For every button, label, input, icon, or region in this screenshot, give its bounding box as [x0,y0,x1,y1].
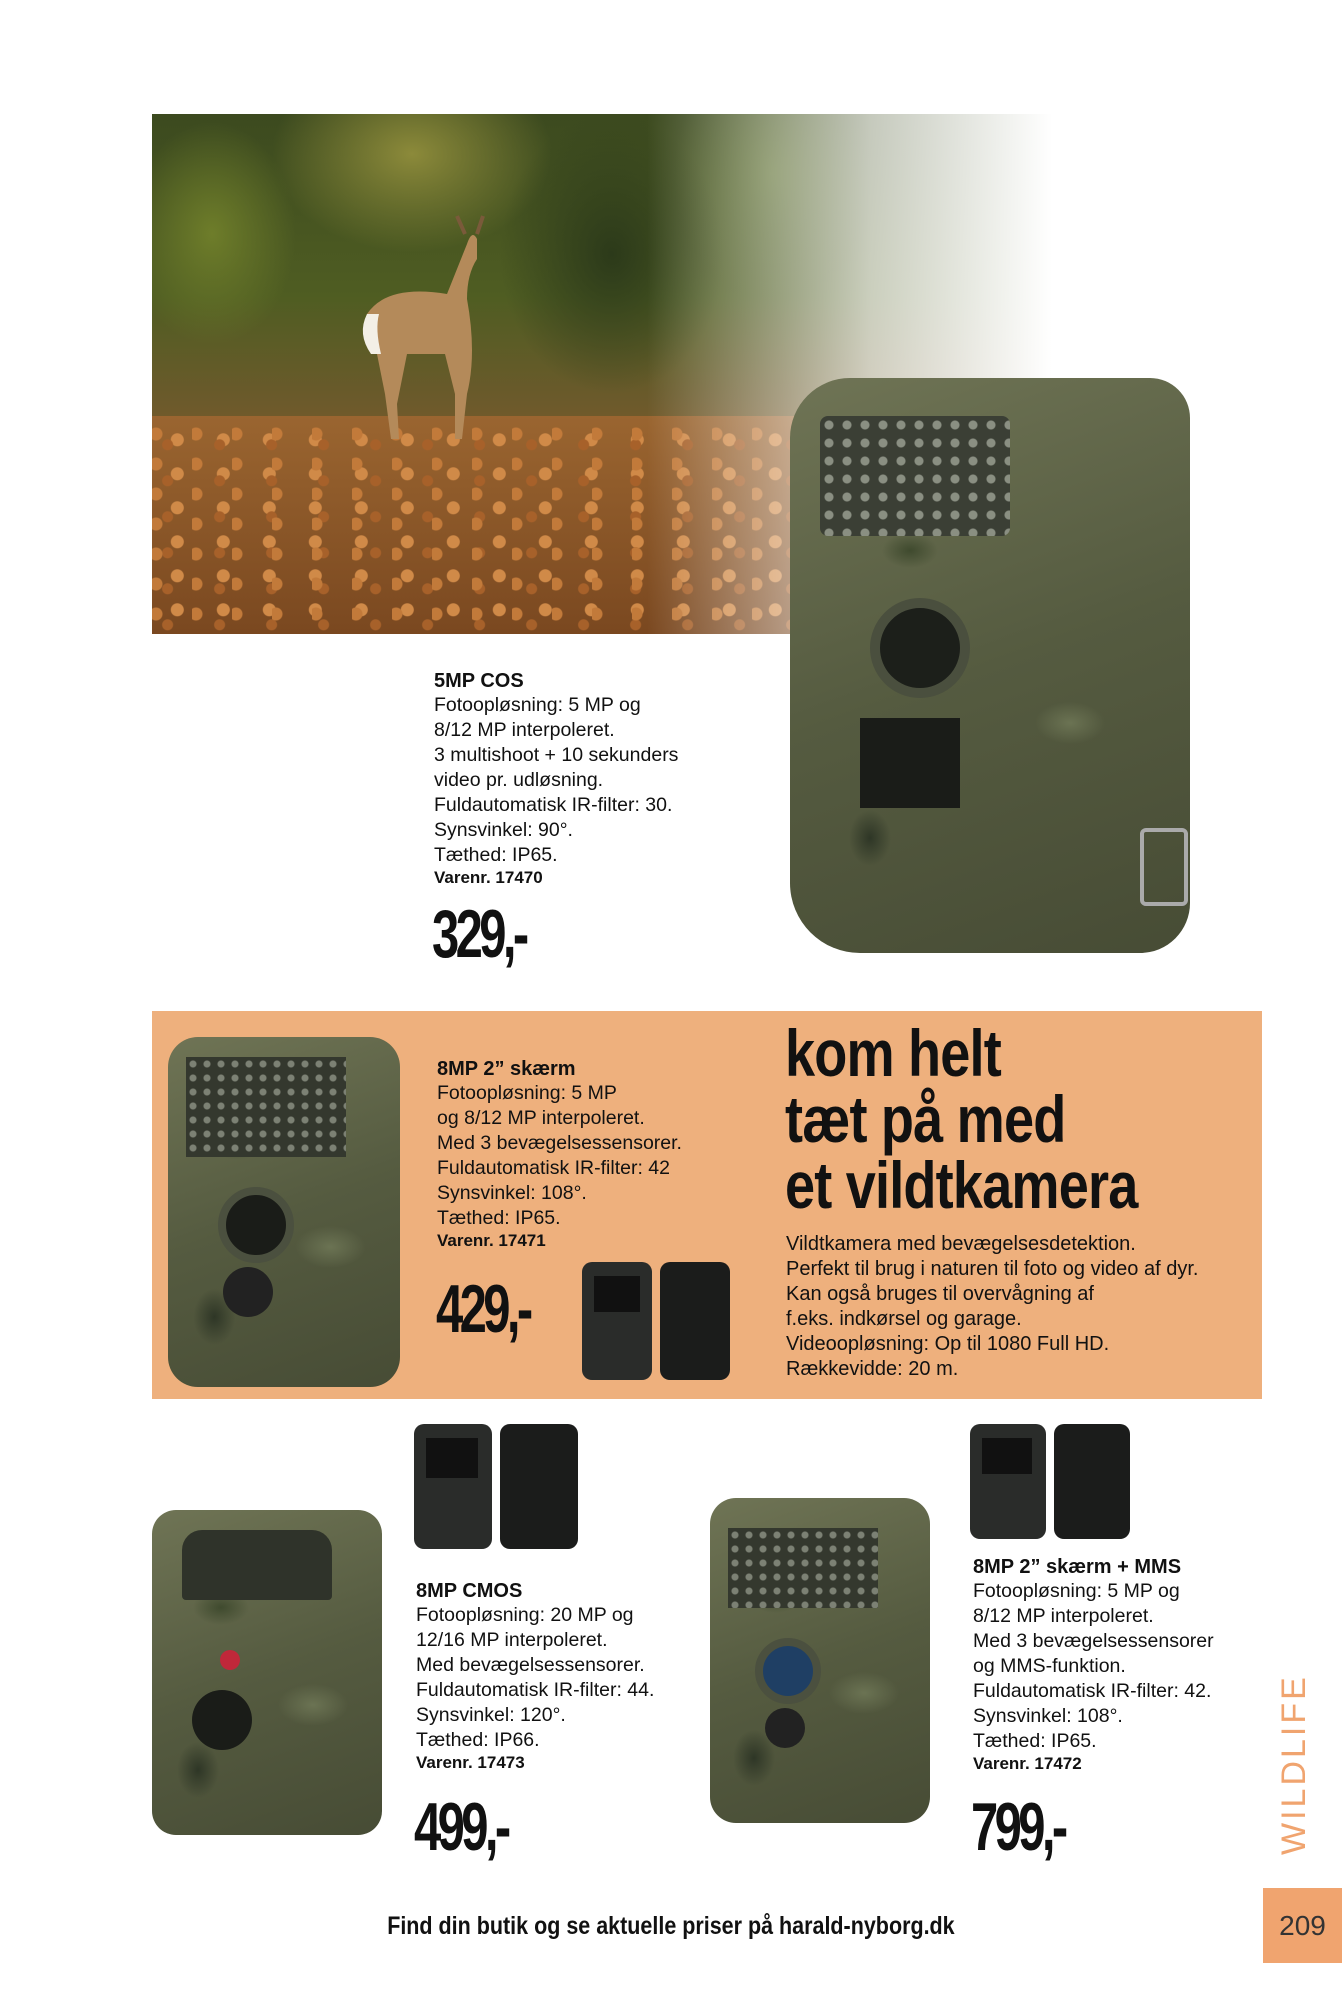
spec-line: Tæthed: IP65. [434,844,558,866]
product-17472-info [973,1556,1263,1774]
product-title: 8MP 2” skærm [437,1058,576,1080]
headline-line: kom helt [785,1016,1001,1090]
promo-text-line: Perfekt til brug i naturen til foto og video af dyr. [786,1258,1199,1280]
deer-illustration [327,204,497,444]
spec-line: Fuldautomatisk IR-filter: 42. [973,1680,1212,1702]
trail-camera-17471-image [168,1037,400,1387]
price-17470: 329,- [432,896,526,972]
spec-line: Synsvinkel: 90°. [434,819,573,841]
spec-line: Tæthed: IP65. [437,1207,561,1229]
ir-led-panel [820,416,1010,536]
spec-line: og 8/12 MP interpoleret. [437,1107,645,1129]
spec-line: Fotoopløsning: 20 MP og [416,1604,634,1626]
spec-line: Med 3 bevægelsessensorer. [437,1132,682,1154]
section-label: WILDLIFE [1275,1674,1313,1855]
headline-line: et vildtkamera [785,1148,1138,1222]
promo-text-line: Rækkevidde: 20 m. [786,1358,959,1380]
product-title: 5MP COS [434,670,524,692]
spec-line: 3 multishoot + 10 sekunders [434,744,679,766]
spec-line: Fotoopløsning: 5 MP og [973,1580,1180,1602]
promo-description [786,1232,1256,1382]
spec-line: 8/12 MP interpoleret. [973,1605,1154,1627]
promo-text-line: Vildtkamera med bevægelsesdetektion. [786,1233,1136,1255]
item-number: Varenr. 17472 [973,1754,1082,1773]
spec-line: Fuldautomatisk IR-filter: 44. [416,1679,655,1701]
spec-line: Fotoopløsning: 5 MP og [434,694,641,716]
spec-line: Fotoopløsning: 5 MP [437,1082,617,1104]
trail-camera-17470-image [790,378,1190,953]
trail-camera-17473-image [152,1510,382,1835]
price-17472: 799,- [971,1789,1065,1865]
open-camera-screen-image [582,1262,732,1380]
promo-text-line: f.eks. indkørsel og garage. [786,1308,1022,1330]
camera-lens-icon [755,1638,821,1704]
open-camera-screen-image [970,1424,1130,1539]
spec-line: Tæthed: IP66. [416,1729,540,1751]
headline-line: tæt på med [785,1082,1066,1156]
spec-line: Synsvinkel: 120°. [416,1704,566,1726]
promo-text-line: Videoopløsning: Op til 1080 Full HD. [786,1333,1110,1355]
footer-link-text[interactable]: Find din butik og se aktuelle priser på harald-nyborg.dk [387,1912,955,1940]
spec-line: 8/12 MP interpoleret. [434,719,615,741]
spec-line: Synsvinkel: 108°. [437,1182,587,1204]
trail-camera-17472-image [710,1498,930,1823]
product-17470-info [434,670,774,888]
spec-line: 12/16 MP interpoleret. [416,1629,608,1651]
spec-line: video pr. udløsning. [434,769,604,791]
product-title: 8MP CMOS [416,1580,523,1602]
product-17473-info [416,1580,736,1773]
item-number: Varenr. 17470 [434,868,543,887]
open-camera-screen-image [414,1424,579,1549]
pir-sensor-window [223,1267,273,1317]
spec-line: Med bevægelsessensorer. [416,1654,645,1676]
price-17471: 429,- [436,1271,530,1347]
ir-led-panel [728,1528,878,1608]
red-indicator-icon [220,1650,240,1670]
camera-lens-icon [218,1187,294,1263]
promo-headline [785,1016,1215,1222]
side-strap-buckle [1140,828,1188,906]
spec-line: Med 3 bevægelsessensorer [973,1630,1214,1652]
pir-sensor-window [765,1708,805,1748]
pir-sensor-window [860,718,960,808]
product-17471-info [437,1058,757,1251]
spec-line: Tæthed: IP65. [973,1730,1097,1752]
ir-led-panel [182,1530,332,1600]
page-number: 209 [1263,1888,1342,1963]
camera-lens-icon [192,1690,252,1750]
promo-text-line: Kan også bruges til overvågning af [786,1283,1094,1305]
spec-line: Synsvinkel: 108°. [973,1705,1123,1727]
spec-line: Fuldautomatisk IR-filter: 42 [437,1157,671,1179]
spec-line: Fuldautomatisk IR-filter: 30. [434,794,673,816]
product-title: 8MP 2” skærm + MMS [973,1556,1182,1578]
item-number: Varenr. 17473 [416,1753,525,1772]
spec-line: og MMS-funktion. [973,1655,1126,1677]
item-number: Varenr. 17471 [437,1231,546,1250]
camera-lens-icon [870,598,970,698]
ir-led-panel [186,1057,346,1157]
price-17473: 499,- [414,1789,508,1865]
footer-tagline [0,1912,1342,1941]
